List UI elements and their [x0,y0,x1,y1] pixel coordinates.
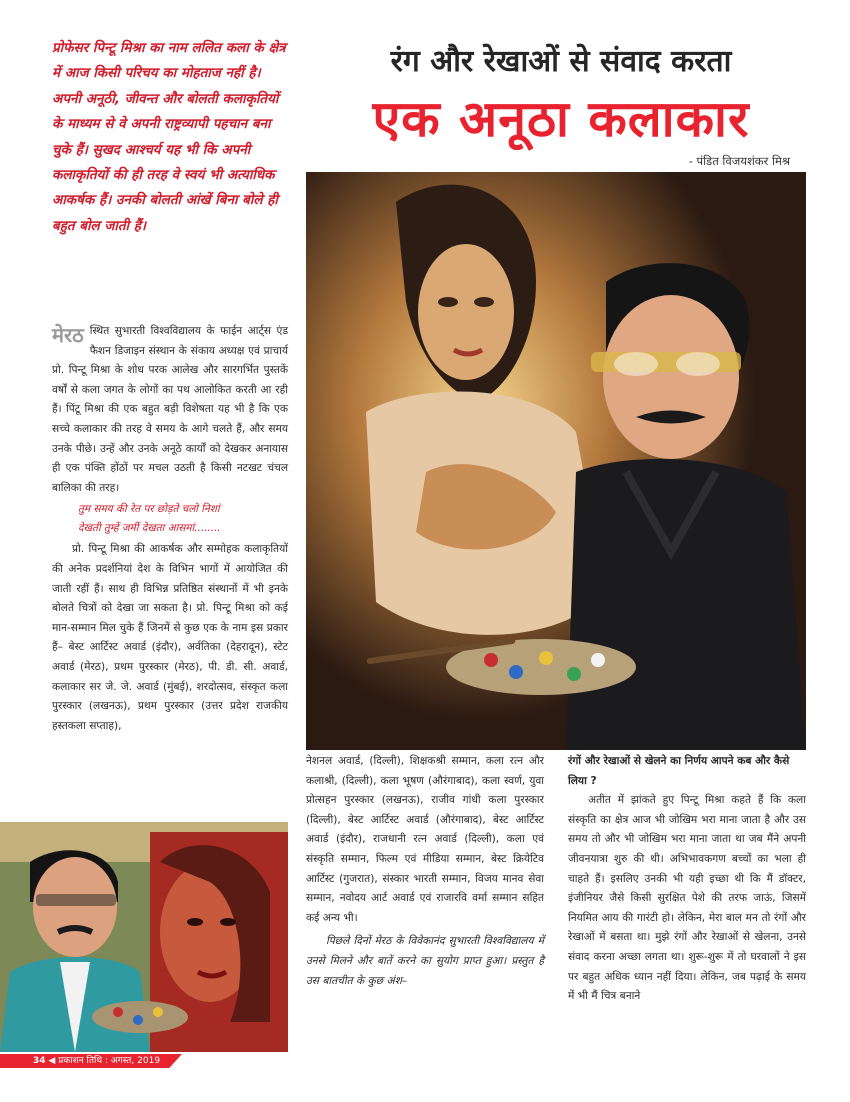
page-number: 34 [33,1056,46,1066]
interview-intro-paragraph: पिछले दिनों मेरठ के विवेकानंद सुभारती विश्वविद्यालय में उनसे मिलने और बातें करने का सुयोग प्राप्त हुआ। प्रस्तुत है उस बातचीत के कुछ अंश– [306,935,544,987]
opening-paragraph-text: स्थित सुभारती विश्वविद्यालय के फाईन आर्ट्स एंड फैशन डिजाइन संस्थान के संकाय अध्यक्ष एवं प्राचार्य प्रो. पिन्टू मिश्रा के शोध परक आलेख और सारगर्भित पुस्तकें वर्षों से कला जगत के लोगों का पथ आलोकित करती आ रही हैं। पिंटू मिश्रा की एक बहुत बड़ी विशेषता यह भी है कि एक सच्चे कलाकार की तरह वे समय के आगे चलते हैं, और समय उनके पीछे। उन्हें और उनके अनूठे कार्यों को देखकर अनायास ही एक पंक्ति होंठों पर मचल उठती है किसी नटखट चंचल बालिका की तरह। [52,325,288,494]
middle-column [306,752,544,991]
footer-text [33,1055,160,1067]
intro-paragraph: प्रोफेसर पिन्टू मिश्रा का नाम ललित कला के क्षेत्र में आज किसी परिचय का मोहताज नहीं है। अपनी अनूठी, जीवन्त और बोलती कलाकृतियों के माध्यम से वे अपनी राष्ट्रव्यापी पहचान बना चुके हैं। सुखद आश्चर्य यह भी कि अपनी कलाकृतियों की ही तरह वे स्वयं भी अत्याधिक आकर्षक हैं। उनकी बोलती आंखें बिना बोले ही बहुत बोल जाती हैं। [52,40,286,234]
author-byline: - पंडित विजयशंकर मिश्र [688,154,790,168]
footer-separator-icon: ◀ [48,1056,59,1066]
awards-paragraph: प्रो. पिन्टू मिश्रा की आकर्षक और सम्मोहक कलाकृतियों की अनेक प्रदर्शनियां देश के विभिन भागों में आयोजित की जाती रहीं हैं। साथ ही विभिन्न प्रतिष्ठित संस्थानों में भी इनके बोलते चित्रों को देखा जा सकता है। प्रो. पिन्टू मिश्रा को कई मान-सम्मान मिल चुके हैं जिनमें से कुछ एक के नाम इस प्रकार हैं– बेस्ट आर्टिस्ट अवार्ड (इंदौर), अर्वतिका (देहरादून), स्टेट अवार्ड (मेरठ), प्रथम पुरस्कार (मेरठ), पी. डी. सी. अवार्ड, कलाकार सर जे. जे. अवार्ड (मुंबई), शरदोत्सव, संस्कृत कला पुरस्कार (लखनऊ), प्रथम पुरस्कार (उत्तर प्रदेश राजकीय हस्तकला सप्ताह), [52,543,288,732]
poem-line-1: तुम समय की रेत पर छोड़ते चलो निशां [78,503,220,516]
right-column [568,752,806,1007]
article-title: एक अनूठा कलाकार [372,90,750,148]
artist-with-portrait-photo [0,822,288,1052]
interview-answer: अतीत में झांकते हुए पिन्टू मिश्रा कहते हैं कि कला संस्कृति का क्षेत्र आज भी जोखिम भरा माना जाता है और उस समय तो और भी जोखिम भरा माना जाता था जब मैंने अपनी जीवनयात्रा शुरु की थी। अभिभावकगण बच्चों का भला ही चाहते हैं। इसलिए उनकी भी यही इच्छा थी कि मैं डॉक्टर, इंजीनियर जैसे किसी सुरक्षित पेशे की तरफ जाऊं, जिसमें नियमित आय की गारंटी हो। लेकिन, मेरा बाल मन तो रंगों और रेखाओं में बसता था। मुझे रंगों और रेखाओं से खेलना, उनसे संवाद करना अच्छा लगता था। शुरू-शुरू में तो घरवालों ने इस पर बहुत अधिक ध्यान नहीं दिया। लेकिन, जब पढ़ाई के समय में भी मैं चित्र बनाने [568,794,806,1003]
opening-paragraph [52,322,288,498]
painting-illustration [306,172,806,750]
awards-continued-paragraph: नेशनल अवार्ड, (दिल्ली), शिक्षकश्री सम्मान, कला रत्न और कलाश्री, (दिल्ली), कला भूषण (औरंगाबाद), कला स्वर्ण, युवा प्रोत्सहन पुरस्कार (लखनऊ), राजीव गांधी कला पुरस्कार (दिल्ली), बेस्ट आर्टिस्ट अवार्ड (औरंगाबाद), बेस्ट आर्टिस्ट अवार्ड (इंदौर), राजधानी रत्न अवार्ड (दिल्ली), कला एवं संस्कृति सम्मान, फिल्म एवं मीडिया सम्मान, बेस्ट क्रियेटिव आर्टिस्ट (गुजरात), संस्कार भारती सम्मान, विजय मानव सेवा सम्मान, नवोदय आर्ट अवार्ड एवं राजारवि वर्मा सम्मान सहित कई अन्य भी। [306,755,544,924]
interview-question: रंगों और रेखाओं से खेलने का निर्णय आपने कब और कैसे लिया ? [568,755,790,787]
left-column [52,322,288,736]
dropcap-city: मेरठ [52,323,84,347]
publication-date: प्रकाशन तिथि : अगस्त, 2019 [58,1056,161,1066]
artist-with-painting-photo [306,172,806,750]
portrait-illustration [0,822,288,1052]
article-headline: रंग और रेखाओं से संवाद करता [390,44,732,79]
poem-line-2: देखती तुम्हें जमीं देखता आसमां........ [78,522,221,535]
